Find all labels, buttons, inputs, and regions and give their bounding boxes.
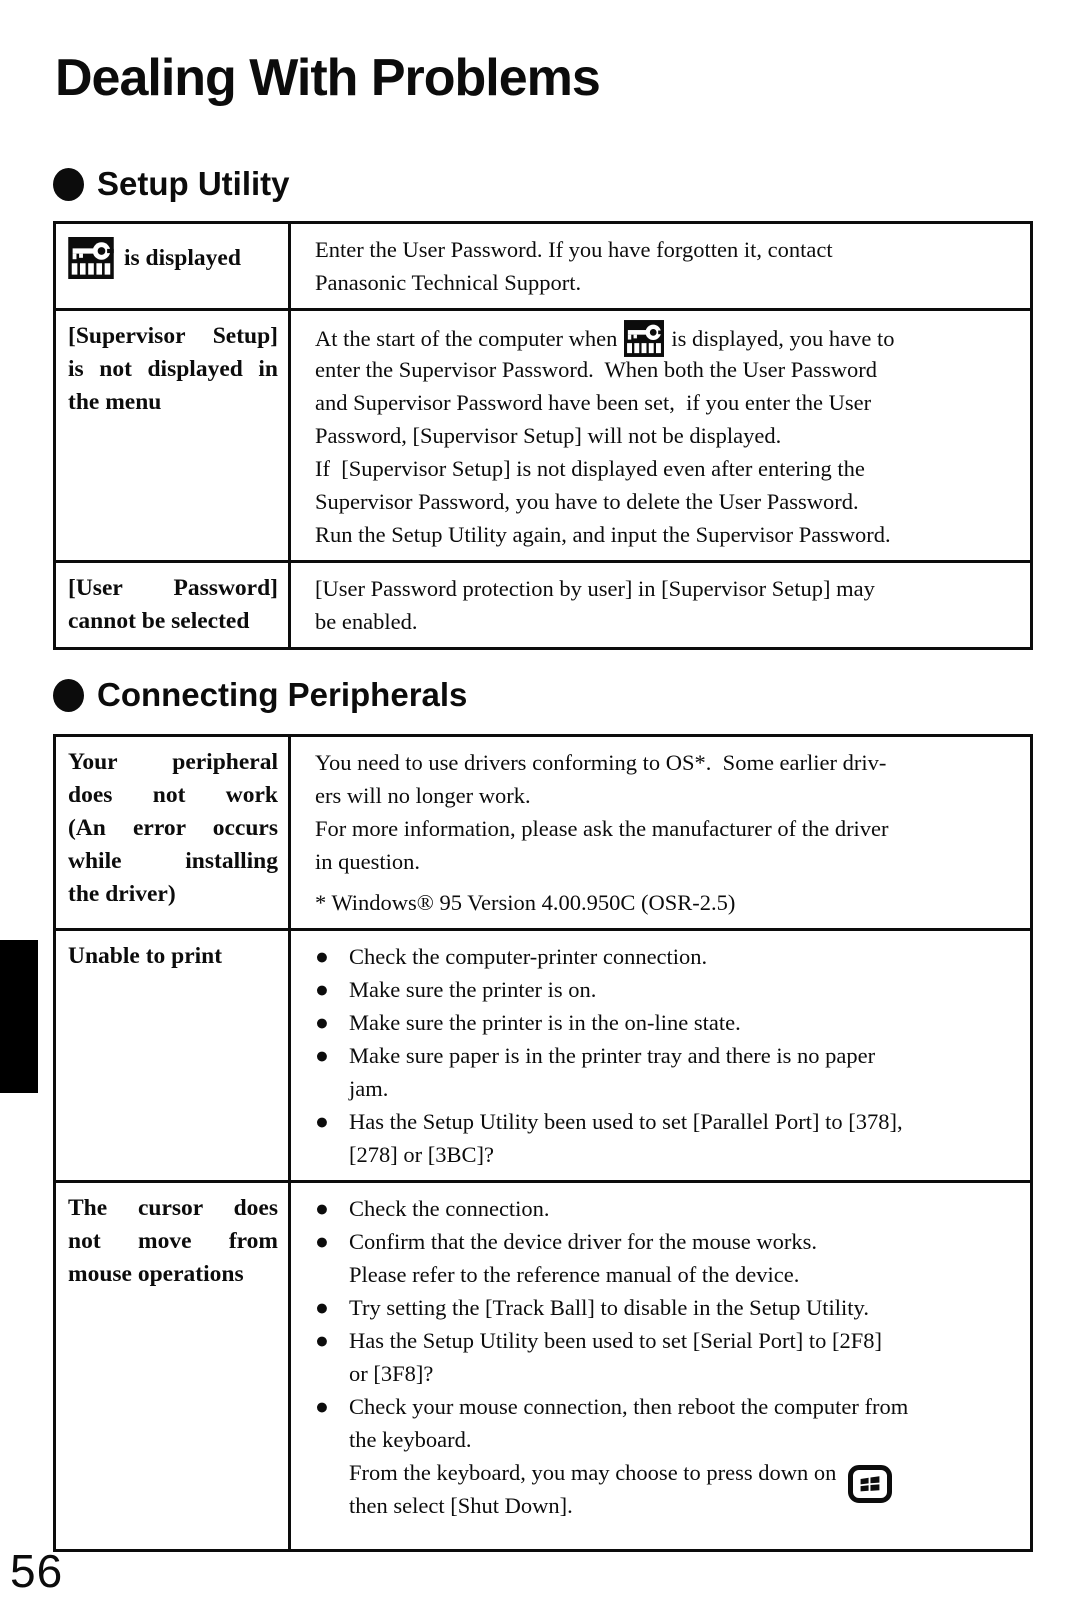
problem-cell bbox=[56, 931, 291, 1180]
text-line-with-icon bbox=[315, 320, 1024, 353]
text-line: Run the Setup Utility again, and input the Supervisor Password. bbox=[315, 522, 891, 548]
bullet-icon: ● bbox=[315, 1010, 329, 1036]
continuation-line-with-icon bbox=[315, 1456, 1024, 1489]
table-row bbox=[56, 308, 1030, 560]
text-segment: then select [Shut Down]. bbox=[349, 1493, 573, 1519]
text-line: is not displayed in bbox=[68, 356, 278, 383]
problem-cell bbox=[56, 563, 291, 647]
section-bullet-icon bbox=[53, 679, 84, 712]
footnote-line: * Windows® 95 Version 4.00.950C (OSR-2.5) bbox=[315, 890, 736, 916]
text-line: Password, [Supervisor Setup] will not be displayed. bbox=[315, 423, 782, 449]
text-line: in question. bbox=[315, 849, 420, 875]
text-segment: At the start of the computer when bbox=[315, 326, 618, 352]
bullet-icon: ● bbox=[315, 1109, 329, 1135]
table-row bbox=[56, 737, 1030, 928]
bullet-line bbox=[315, 1006, 1024, 1039]
text-line: The cursor does bbox=[68, 1195, 278, 1222]
text-line: For more information, please ask the manufacturer of the driver bbox=[315, 816, 889, 842]
setup-utility-table bbox=[53, 221, 1033, 650]
text-line: does not work bbox=[68, 782, 278, 809]
bullet-line bbox=[315, 1192, 1024, 1225]
text-segment: Check the computer-printer connection. bbox=[349, 944, 708, 970]
bullet-icon: ● bbox=[315, 977, 329, 1003]
bullet-line bbox=[315, 1225, 1024, 1258]
solution-cell bbox=[291, 563, 1030, 647]
continuation-line bbox=[315, 1258, 1024, 1291]
bullet-line bbox=[315, 1105, 1024, 1138]
text-line: If [Supervisor Setup] is not displayed even after entering the bbox=[315, 456, 865, 482]
text-segment: Please refer to the reference manual of the device. bbox=[349, 1262, 800, 1288]
solution-cell bbox=[291, 931, 1030, 1180]
table-row bbox=[56, 1180, 1030, 1549]
text-line: [Supervisor Setup] bbox=[68, 323, 278, 350]
text-segment: Try setting the [Track Ball] to disable in the Setup Utility. bbox=[349, 1295, 869, 1321]
bullet-icon: ● bbox=[315, 944, 329, 970]
text-line: Panasonic Technical Support. bbox=[315, 270, 582, 296]
bullet-icon: ● bbox=[315, 1196, 329, 1222]
bullet-icon: ● bbox=[315, 1394, 329, 1420]
page-title: Dealing With Problems bbox=[55, 49, 600, 107]
bullet-icon: ● bbox=[315, 1328, 329, 1354]
text-segment: Check the connection. bbox=[349, 1196, 550, 1222]
text-segment: Has the Setup Utility been used to set [Serial Port] to [2F8] bbox=[349, 1328, 883, 1354]
bullet-line bbox=[315, 973, 1024, 1006]
password-key-icon bbox=[68, 237, 114, 279]
text-line: Your peripheral bbox=[68, 749, 278, 776]
text-line: Unable to print bbox=[68, 943, 223, 970]
text-line: and Supervisor Password have been set, if you enter the User bbox=[315, 390, 872, 416]
text-segment: jam. bbox=[349, 1076, 389, 1102]
table-row bbox=[56, 224, 1030, 308]
text-segment: Make sure the printer is in the on-line state. bbox=[349, 1010, 741, 1036]
bullet-line bbox=[315, 1291, 1024, 1324]
continuation-line bbox=[315, 1072, 1024, 1105]
problem-cell bbox=[56, 1183, 291, 1549]
text-segment: From the keyboard, you may choose to press down on bbox=[349, 1460, 837, 1486]
text-line: Enter the User Password. If you have forgotten it, contact bbox=[315, 237, 833, 263]
text-line: enter the Supervisor Password. When both the User Password bbox=[315, 357, 877, 383]
text-line: cannot be selected bbox=[68, 608, 250, 635]
bullet-line bbox=[315, 1039, 1024, 1072]
text-segment: [278] or [3BC]? bbox=[349, 1142, 494, 1168]
section-heading: Connecting Peripherals bbox=[97, 676, 468, 714]
solution-cell bbox=[291, 1183, 1030, 1549]
windows-key-icon bbox=[848, 1465, 892, 1503]
text-segment: Confirm that the device driver for the mouse works. bbox=[349, 1229, 817, 1255]
connecting-peripherals-table bbox=[53, 734, 1033, 1552]
bullet-line bbox=[315, 1324, 1024, 1357]
text-line: the menu bbox=[68, 389, 162, 416]
bullet-icon: ● bbox=[315, 1043, 329, 1069]
page-number: 56 bbox=[10, 1545, 64, 1597]
text-segment: is displayed, you have to bbox=[671, 326, 895, 352]
chapter-tab-marker bbox=[0, 940, 38, 1093]
text-line: while installing bbox=[68, 848, 278, 875]
continuation-line bbox=[315, 1138, 1024, 1171]
text-segment: the keyboard. bbox=[349, 1427, 472, 1453]
password-key-icon bbox=[624, 320, 664, 357]
problem-cell bbox=[56, 311, 291, 560]
text-segment: Has the Setup Utility been used to set [Parallel Port] to [378], bbox=[349, 1109, 903, 1135]
text-line: [User Password protection by user] in [Supervisor Setup] may bbox=[315, 576, 875, 602]
text-line: ers will no longer work. bbox=[315, 783, 531, 809]
table-row bbox=[56, 560, 1030, 647]
continuation-line bbox=[315, 1489, 1024, 1522]
section-bullet-icon bbox=[53, 168, 84, 201]
bullet-icon: ● bbox=[315, 1229, 329, 1255]
solution-cell bbox=[291, 224, 1030, 308]
bullet-line bbox=[315, 940, 1024, 973]
text-line: Supervisor Password, you have to delete the User Password. bbox=[315, 489, 859, 515]
section-heading: Setup Utility bbox=[97, 165, 290, 203]
section-header-setup bbox=[53, 165, 1033, 203]
text-segment: or [3F8]? bbox=[349, 1361, 434, 1387]
text-segment: Check your mouse connection, then reboot the computer from bbox=[349, 1394, 909, 1420]
continuation-line bbox=[315, 1357, 1024, 1390]
solution-cell bbox=[291, 737, 1030, 928]
text-line: [User Password] bbox=[68, 575, 278, 602]
text-line: the driver) bbox=[68, 881, 176, 908]
text-segment: Make sure the printer is on. bbox=[349, 977, 597, 1003]
table-row bbox=[56, 928, 1030, 1180]
text-line: (An error occurs bbox=[68, 815, 278, 842]
text-segment: Make sure paper is in the printer tray and there is no paper bbox=[349, 1043, 876, 1069]
text-line: You need to use drivers conforming to OS*. Some earlier driv- bbox=[315, 750, 887, 776]
text-line: be enabled. bbox=[315, 609, 418, 635]
problem-cell bbox=[56, 737, 291, 928]
continuation-line bbox=[315, 1423, 1024, 1456]
text-line: not move from bbox=[68, 1228, 278, 1255]
bullet-icon: ● bbox=[315, 1295, 329, 1321]
text-line: mouse operations bbox=[68, 1261, 244, 1288]
bullet-line bbox=[315, 1390, 1024, 1423]
section-header-peripherals bbox=[53, 676, 1033, 714]
problem-cell bbox=[56, 224, 291, 308]
problem-text: is displayed bbox=[124, 244, 241, 271]
solution-cell bbox=[291, 311, 1030, 560]
